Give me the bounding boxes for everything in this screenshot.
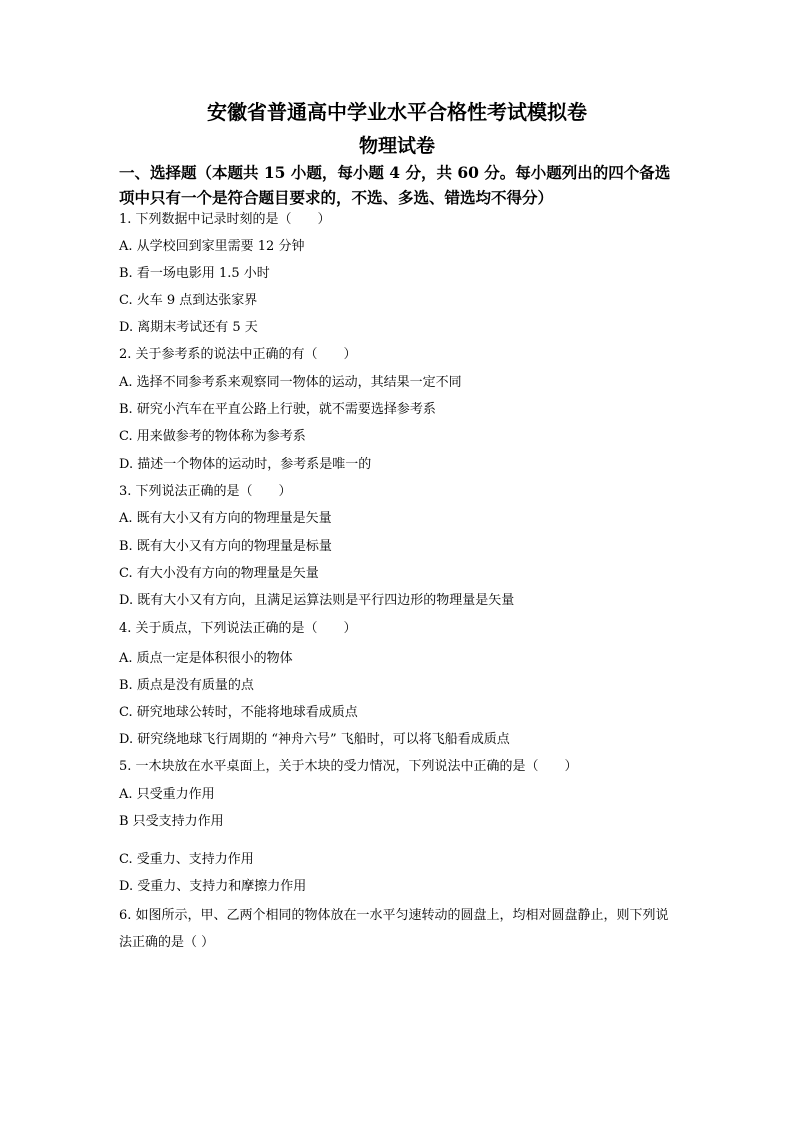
question-3-option-b: B. 既有大小又有方向的物理量是标量 bbox=[119, 539, 332, 554]
question-4-stem: 4. 关于质点，下列说法正确的是（ ） bbox=[119, 621, 357, 636]
exam-subtitle: 物理试卷 bbox=[358, 135, 435, 157]
question-2-option-a: A. 选择不同参考系来观察同一物体的运动，其结果一定不同 bbox=[119, 375, 462, 390]
question-2-option-c: C. 用来做参考的物体称为参考系 bbox=[119, 429, 306, 444]
section-header: 一、选择题（本题共 15 小题，每小题 4 分，共 60 分。每小题列出的四个备选项中只有一个是符合题目要求的，不选、多选、错选均不得分） bbox=[119, 163, 671, 207]
question-1-option-d: D. 离期末考试还有 5 天 bbox=[119, 320, 258, 335]
question-1-option-a: A. 从学校回到家里需要 12 分钟 bbox=[119, 239, 305, 254]
question-3-option-c: C. 有大小没有方向的物理量是矢量 bbox=[119, 566, 319, 581]
question-1-option-c: C. 火车 9 点到达张家界 bbox=[119, 293, 258, 308]
question-1-stem: 1. 下列数据中记录时刻的是（ ） bbox=[119, 212, 331, 227]
question-5-option-d: D. 受重力、支持力和摩擦力作用 bbox=[119, 879, 307, 894]
question-4-option-d: D. 研究绕地球飞行周期的 “神舟六号” 飞船时，可以将飞船看成质点 bbox=[119, 732, 510, 747]
question-3-option-a: A. 既有大小又有方向的物理量是矢量 bbox=[119, 511, 332, 526]
question-2-option-b: B. 研究小汽车在平直公路上行驶，就不需要选择参考系 bbox=[119, 402, 436, 417]
question-2-stem: 2. 关于参考系的说法中正确的有（ ） bbox=[119, 347, 357, 362]
question-5-option-a: A. 只受重力作用 bbox=[119, 787, 215, 802]
question-5-option-c: C. 受重力、支持力作用 bbox=[119, 852, 254, 867]
question-2-option-d: D. 描述一个物体的运动时，参考系是唯一的 bbox=[119, 457, 372, 472]
question-5-stem: 5. 一木块放在水平桌面上，关于木块的受力情况，下列说法中正确的是（ ） bbox=[119, 759, 578, 774]
question-1-option-b: B. 看一场电影用 1.5 小时 bbox=[119, 266, 270, 281]
question-6-stem: 6. 如图所示，甲、乙两个相同的物体放在一水平匀速转动的圆盘上，均相对圆盘静止，则下列说法正确的是（ ） bbox=[119, 908, 669, 950]
question-3-stem: 3. 下列说法正确的是（ ） bbox=[119, 484, 292, 499]
question-5-option-b: B 只受支持力作用 bbox=[119, 814, 224, 829]
question-4-option-b: B. 质点是没有质量的点 bbox=[119, 678, 254, 693]
question-3-option-d: D. 既有大小又有方向，且满足运算法则是平行四边形的物理量是矢量 bbox=[119, 593, 515, 608]
question-4-option-a: A. 质点一定是体积很小的物体 bbox=[119, 651, 293, 666]
question-4-option-c: C. 研究地球公转时，不能将地球看成质点 bbox=[119, 705, 358, 720]
exam-title: 安徽省普通高中学业水平合格性考试模拟卷 bbox=[207, 100, 587, 124]
